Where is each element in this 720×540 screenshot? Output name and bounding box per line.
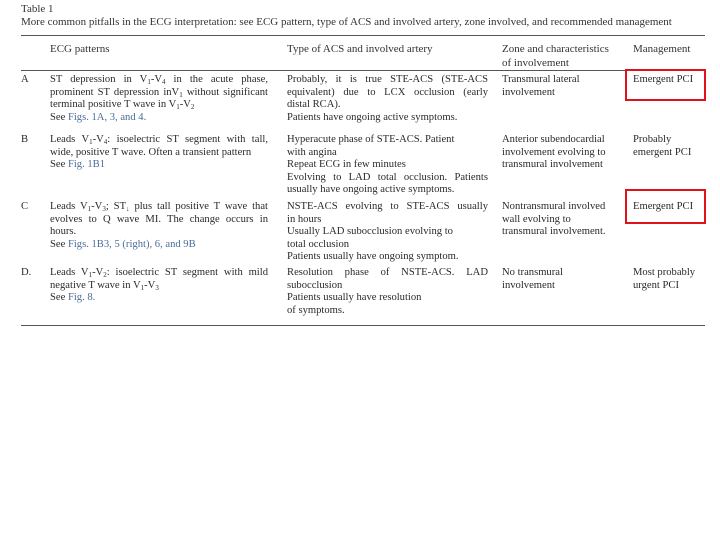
management-cell: Most probably urgent PCI bbox=[633, 267, 696, 291]
header-management: Management bbox=[633, 43, 691, 55]
acs-cell: NSTE-ACS evolving to STE-ACS usually in hours Usually LAD subocclusion evolving to total occlusion Patients usually have ongoing symptom. bbox=[287, 201, 488, 263]
figure-link[interactable]: Figs. 1A, 3, and 4. bbox=[67, 111, 147, 123]
row-letter: A bbox=[21, 74, 29, 85]
ecg-pattern-cell: Leads $V_1-V_2$: isoelectric ST segment with mild negative T wave in $V_1-V_3$ See Fig. 8. bbox=[50, 267, 268, 304]
header-zone bbox=[502, 42, 609, 70]
ecg-pattern-cell: Leads $V_1-V_4$: isoelectric ST segment with tall, wide, positive T wave. Often a transient pattern See Fig. 1B1 bbox=[50, 134, 268, 171]
header-acs-artery: Type of ACS and involved artery bbox=[287, 43, 433, 55]
acs-cell: Hyperacute phase of STE-ACS. Patient with angina Repeat ECG in few minutes Evolving to LAD total occlusion. Patients usually have ongoing active symptoms. bbox=[287, 134, 488, 196]
row-letter: B bbox=[21, 134, 29, 145]
management-cell: Probably emergent PCI bbox=[633, 134, 692, 158]
zone-cell: No transmural involvement bbox=[502, 267, 563, 291]
management-cell: Emergent PCI bbox=[633, 74, 694, 85]
header-ecg-patterns: ECG patterns bbox=[50, 43, 110, 55]
management-cell: Emergent PCI bbox=[633, 201, 694, 212]
figure-link[interactable]: Figs. 1B3, 5 (right), 6, and 9B bbox=[67, 238, 196, 250]
row-letter: D. bbox=[21, 267, 32, 278]
zone-cell: Transmural lateral involvement bbox=[502, 74, 580, 98]
figure-link[interactable]: Fig. 1B1 bbox=[67, 159, 106, 171]
header-zone-line-1: Zone and characteristics bbox=[502, 43, 609, 55]
figure-link[interactable]: Fig. 8. bbox=[67, 292, 96, 304]
row-letter: C bbox=[21, 201, 29, 212]
highlight-box-row-a bbox=[625, 69, 706, 101]
header-bottom-rule bbox=[21, 70, 705, 71]
table-label: Table 1 bbox=[21, 3, 54, 15]
table-bottom-rule bbox=[21, 325, 705, 326]
header-zone-line-2: of involvement bbox=[502, 57, 569, 69]
zone-cell: Nontransmural involved wall evolving to transmural involvement. bbox=[502, 201, 606, 238]
ecg-pattern-cell: ST depression in $V_1-V_4$ in the acute phase, prominent ST depression inV$_1$ without significant terminal positive T wave in $V_1-V_2$ See Figs. 1A, 3, and 4. bbox=[50, 74, 269, 123]
acs-cell: Probably, it is true STE-ACS (STE-ACS equivalent) due to LCX occlusion (early distal RCA). Patients have ongoing active symptoms. bbox=[287, 74, 488, 123]
zone-cell: Anterior subendocardial involvement evolving to transmural involvement bbox=[502, 134, 606, 171]
table-caption: More common pitfalls in the ECG interpretation: see ECG pattern, type of ACS and involved artery, zone involved, and recommended management bbox=[21, 16, 672, 28]
acs-cell: Resolution phase of NSTE-ACS. LAD subocclusion Patients usually have resolution of symptoms. bbox=[287, 267, 488, 316]
header-top-rule bbox=[21, 35, 705, 36]
ecg-pattern-cell: Leads $V_1-V_3$; $ST_↓$ plus tall positive T wave that evolves to Q wave MI. The change occurs in hours. See Figs. 1B3, 5 (right), 6, and 9B bbox=[50, 201, 268, 250]
highlight-box-row-c bbox=[625, 189, 706, 224]
